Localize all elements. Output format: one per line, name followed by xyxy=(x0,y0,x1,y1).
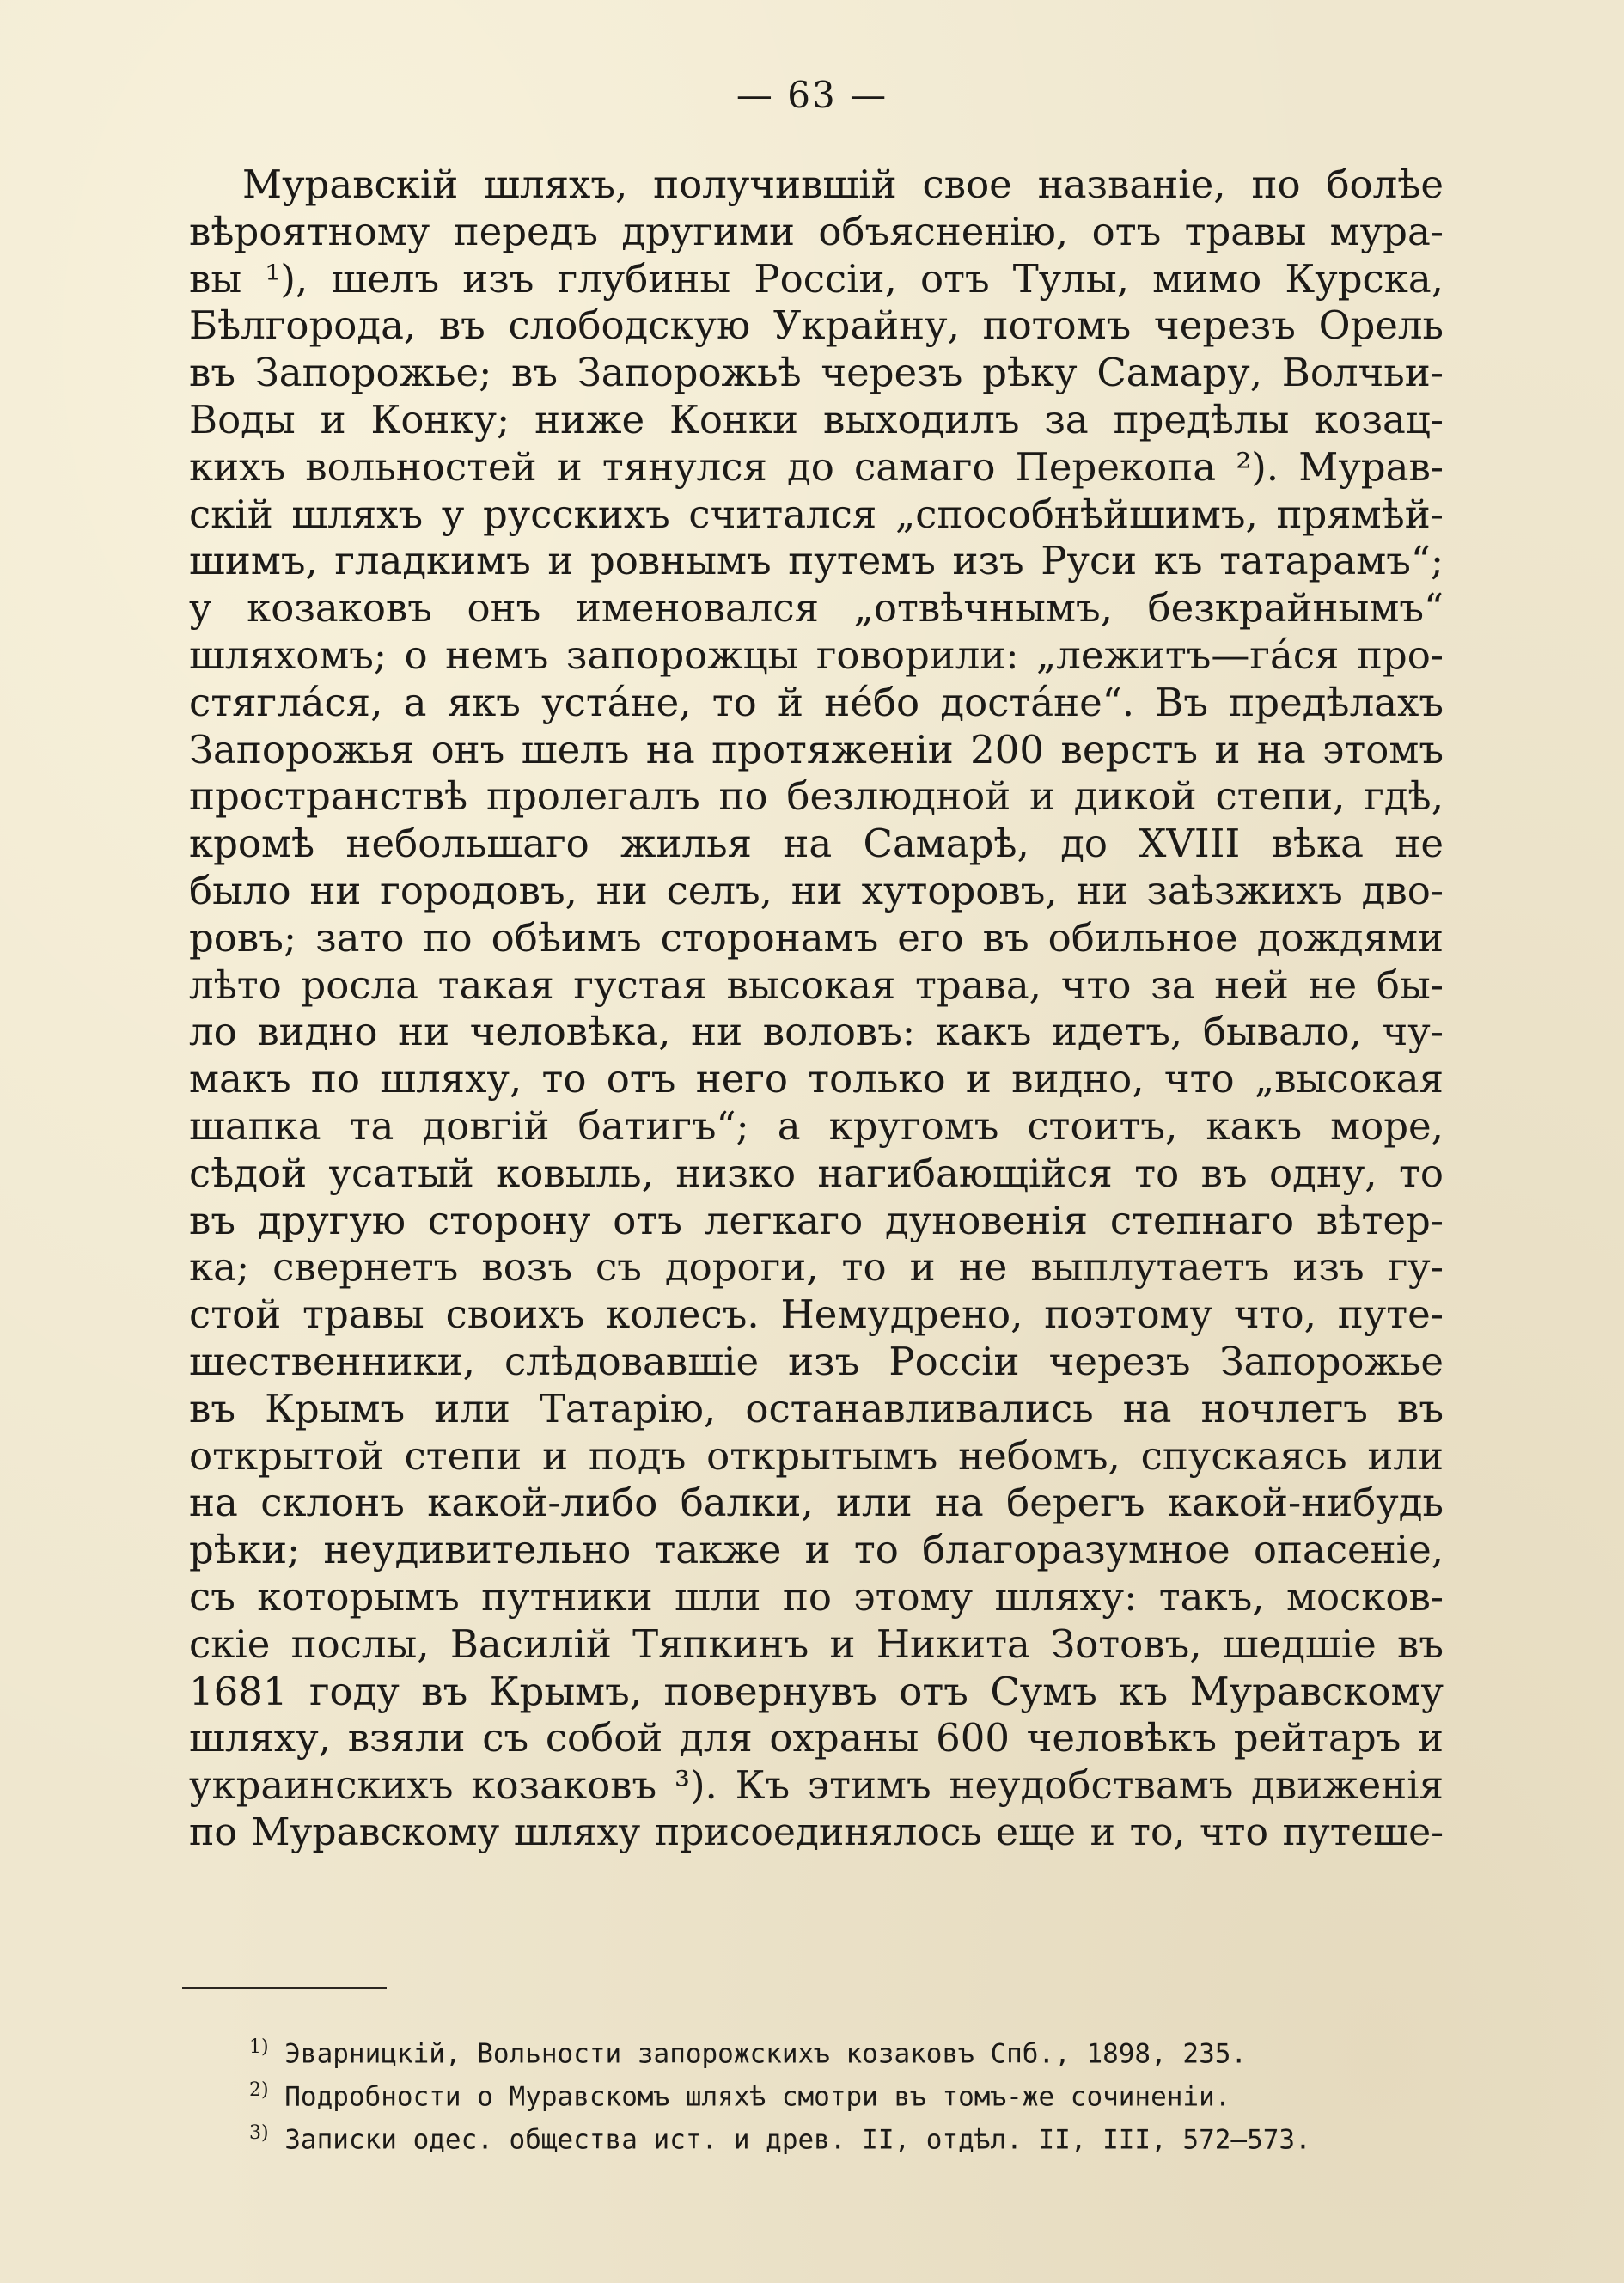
text-line: открытой степи и подъ открытымъ небомъ, спускаясь или xyxy=(189,1432,1444,1479)
text-line: Муравскій шляхъ, получившій свое названіе, по болѣе xyxy=(242,162,1444,207)
text-line: въ Запорожье; въ Запорожьѣ черезъ рѣку Самару, Волчьи- xyxy=(189,350,1444,396)
text-line: 1681 году въ Крымъ, повернувъ отъ Сумъ къ Муравскому xyxy=(189,1668,1444,1714)
text-line: пространствѣ пролегалъ по безлюдной и дикой степи, гдѣ, xyxy=(189,773,1444,820)
text-line: макъ по шляху, то отъ него только и видно, что „высокая xyxy=(189,1056,1444,1102)
text-line: шимъ, гладкимъ и ровнымъ путемъ изъ Руси къ татарамъ“; xyxy=(189,538,1444,584)
text-line: шляху, взяли съ собой для охраны 600 человѣкъ рейтаръ и xyxy=(189,1715,1444,1761)
text-line: скій шляхъ у русскихъ считался „способнѣйшимъ, прямѣй- xyxy=(189,491,1444,537)
text-line: по Муравскому шляху присоединялось еще и то, что путеше- xyxy=(189,1810,1444,1854)
text-line: Запорожья онъ шелъ на протяженіи 200 верстъ и на этомъ xyxy=(189,726,1444,772)
text-line: шапка та довгій батигъ“; а кругомъ стоитъ, какъ море, xyxy=(189,1102,1444,1149)
text-line: ло видно ни человѣка, ни воловъ: какъ идетъ, бывало, чу- xyxy=(189,1009,1444,1055)
text-line: стой травы своихъ колесъ. Немудрено, поэтому что, путе- xyxy=(189,1291,1444,1338)
footnote-text: Эварницкій, Вольности запорожскихъ козаковъ Спб., 1898, 235. xyxy=(284,2038,1248,2069)
footnote-3 xyxy=(249,2112,1366,2155)
text-line: лѣто росла такая густая высокая трава, что за ней не бы- xyxy=(189,961,1444,1008)
text-line: кихъ вольностей и тянулся до самаго Перекопа ²). Мурав- xyxy=(189,443,1444,490)
footnote-mark: 3) xyxy=(249,2122,269,2144)
text-line: стягла́ся, а якъ устáне, то й нéбо достáне“. Въ предѣлахъ xyxy=(189,679,1444,725)
text-line: въ Крымъ или Татарію, останавливались на ночлегъ въ xyxy=(189,1385,1444,1431)
text-line: кромѣ небольшаго жилья на Самарѣ, до XVIII вѣка не xyxy=(189,821,1444,867)
text-line: на склонъ какой-либо балки, или на берегъ какой-нибудь xyxy=(189,1480,1444,1526)
text-line: вы ¹), шелъ изъ глубины Россіи, отъ Тулы, мимо Курска, xyxy=(189,255,1444,302)
text-line: сѣдой усатый ковыль, низко нагибающійся то въ одну, то xyxy=(189,1150,1444,1196)
footnote-1 xyxy=(249,2026,1366,2069)
page-number: — 63 — xyxy=(736,74,888,116)
text-line: шляхомъ; о немъ запорожцы говорили: „лежитъ—гáся про- xyxy=(189,632,1444,678)
footnote-mark: 2) xyxy=(249,2079,269,2101)
text-line: съ которымъ путники шли по этому шляху: такъ, москов- xyxy=(189,1573,1444,1620)
text-line: вѣроятному передъ другими объясненію, отъ травы мура- xyxy=(189,208,1444,254)
footnote-mark: 1) xyxy=(249,2036,269,2058)
text-line: ровъ; зато по обѣимъ сторонамъ его въ обильное дождями xyxy=(189,914,1444,961)
text-line: рѣки; неудивительно также и то благоразумное опасеніе, xyxy=(189,1527,1444,1573)
text-line: шественники, слѣдовавшіе изъ Россіи черезъ Запорожье xyxy=(189,1338,1444,1384)
text-line: Бѣлгорода, въ слободскую Украйну, потомъ черезъ Орель xyxy=(189,302,1444,349)
text-line: украинскихъ козаковъ ³). Къ этимъ неудобствамъ движенія xyxy=(189,1762,1444,1809)
text-line: у козаковъ онъ именовался „отвѣчнымъ, безкрайнымъ“ xyxy=(189,585,1444,632)
text-line: было ни городовъ, ни селъ, ни хуторовъ, ни заѣзжихъ дво- xyxy=(189,867,1444,913)
footnotes xyxy=(249,2026,1366,2155)
footnote-divider xyxy=(182,1987,387,1989)
text-line: скіе послы, Василій Тяпкинъ и Никита Зотовъ, шедшіе въ xyxy=(189,1621,1444,1667)
footnote-text: Записки одес. общества ист. и древ. II, отдѣл. II, III, 572—573. xyxy=(284,2124,1311,2155)
footnote-2 xyxy=(249,2069,1366,2112)
text-line: ка; свернетъ возъ съ дороги, то и не выплутаетъ изъ гу- xyxy=(189,1244,1444,1291)
text-line: въ другую сторону отъ легкаго дуновенія степнаго вѣтер- xyxy=(189,1197,1444,1243)
body-text xyxy=(189,162,1444,1857)
footnote-text: Подробности о Муравскомъ шляхѣ смотри въ томъ-же сочиненіи. xyxy=(284,2081,1231,2112)
text-line: Воды и Конку; ниже Конки выходилъ за предѣлы козац- xyxy=(189,396,1444,443)
